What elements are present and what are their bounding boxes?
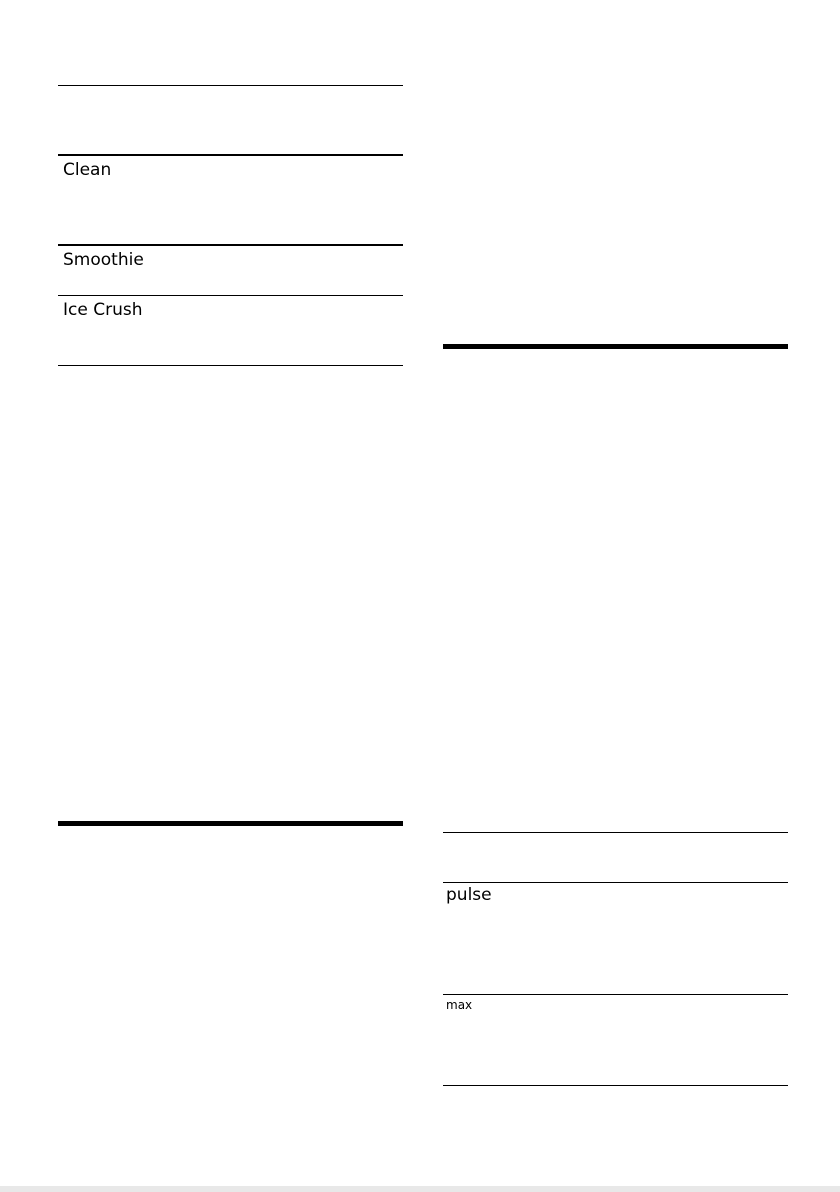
speed-label-pulse: pulse <box>446 885 492 905</box>
program-label-clean: Clean <box>63 160 112 180</box>
table-header-rule <box>58 154 403 156</box>
table-header-rule <box>443 882 788 883</box>
section-heading-bar <box>443 344 788 349</box>
table-row-rule <box>443 994 788 995</box>
table-row-rule <box>58 295 403 296</box>
table-top-rule <box>58 85 403 86</box>
table-bottom-rule <box>443 1085 788 1086</box>
program-label-smoothie: Smoothie <box>63 250 144 270</box>
program-label-ice-crush: Ice Crush <box>63 300 143 320</box>
table-bottom-rule <box>58 365 403 366</box>
page-bottom-edge <box>0 1186 840 1192</box>
table-top-rule <box>443 832 788 833</box>
table-row-rule <box>58 244 403 246</box>
section-heading-bar <box>58 821 403 826</box>
speed-label-max: max <box>446 998 473 1012</box>
